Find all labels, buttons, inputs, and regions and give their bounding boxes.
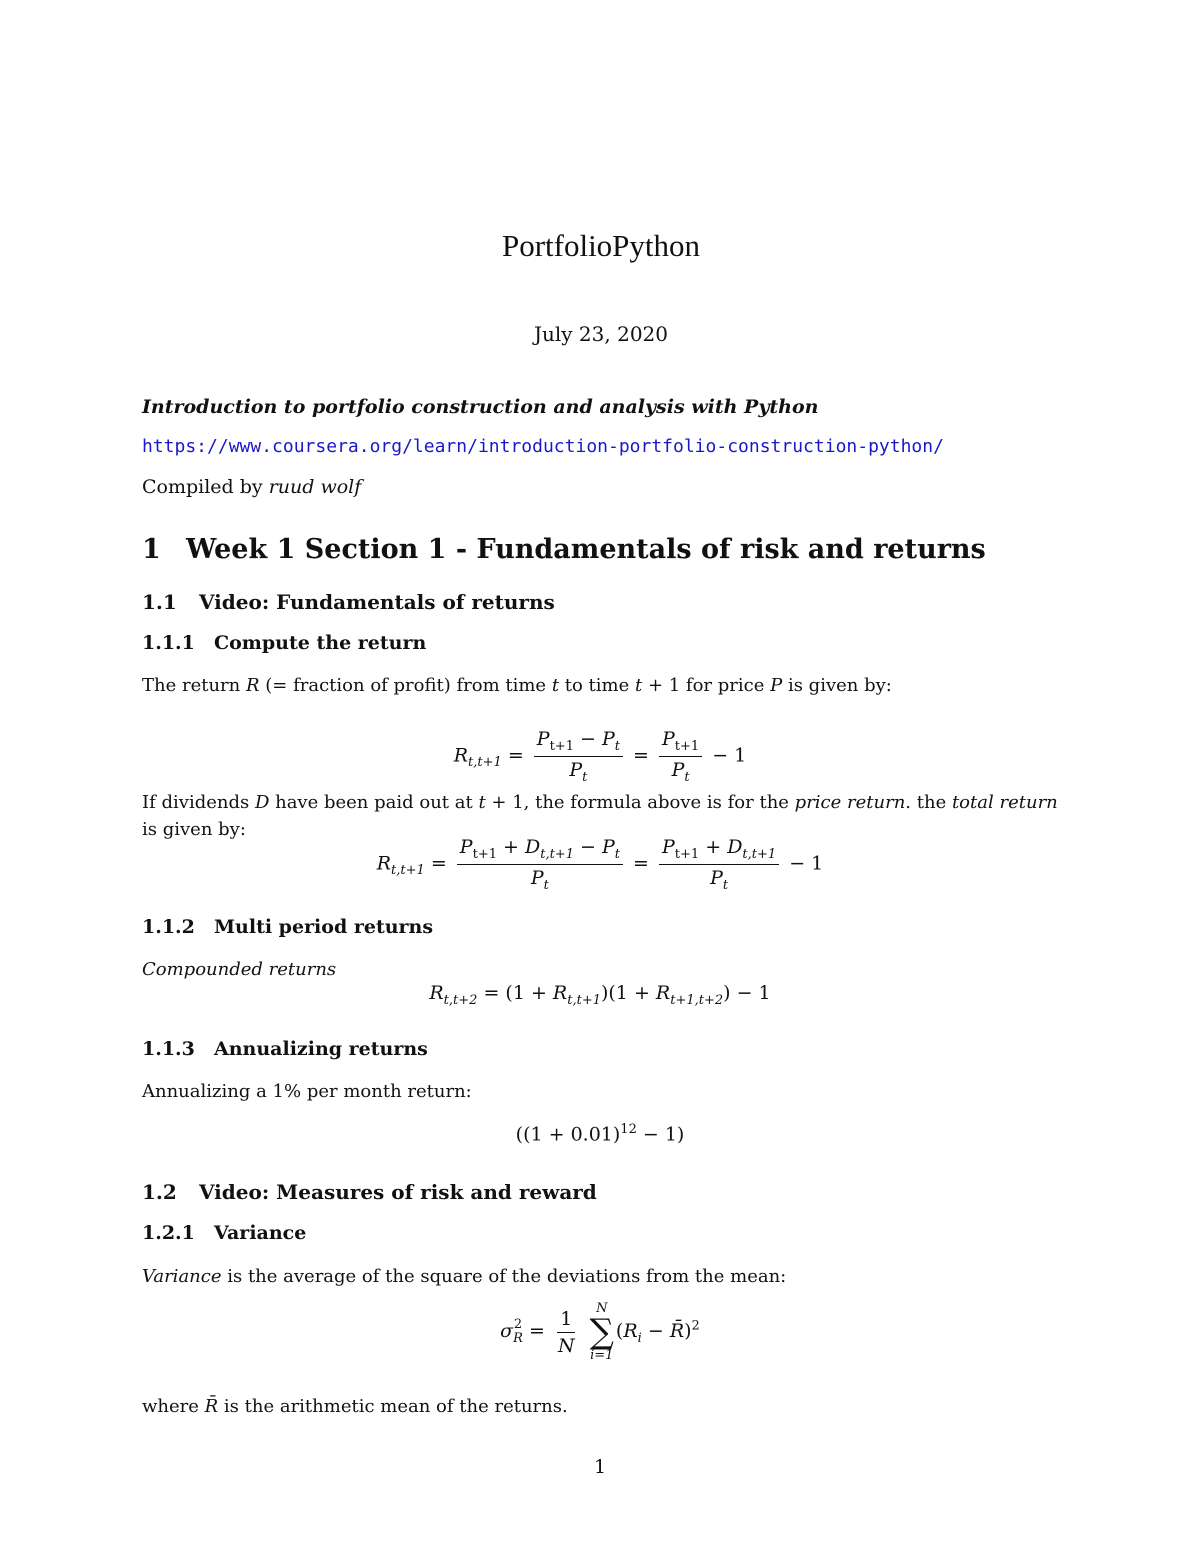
- section-heading-1: [142, 534, 1060, 565]
- subsubsection-heading-1-2-1: [142, 1222, 1060, 1244]
- text-run: is given by:: [142, 819, 246, 840]
- emphasis: price return: [794, 792, 906, 813]
- return-definition-paragraph: [142, 672, 1060, 699]
- emphasis: total: [951, 792, 994, 813]
- dividends-paragraph: [142, 789, 1060, 843]
- subsection-heading-1-2: [142, 1180, 1060, 1204]
- page-number: 1: [593, 1456, 607, 1478]
- text-run: have been paid out at: [269, 792, 479, 813]
- emphasis: return: [999, 792, 1058, 813]
- total-return-equation: $R_{t,t+1}$ = $\frac{P_{t+1} + D_{t,t+1} - P_t}{P_t}$ = $\frac{P_{t+1} + D_{t,t+1}}{P_t}$ − 1: [376, 836, 824, 893]
- math-var: R: [245, 675, 260, 696]
- compiled-author: ruud wolf: [268, 476, 362, 498]
- subsubsection-heading-1-1-1: [142, 632, 1060, 654]
- subsection-heading-1-1: [142, 590, 1060, 614]
- course-link[interactable]: https://www.coursera.org/learn/introduction-portfolio-construction-python/: [142, 436, 944, 457]
- subsection-title: Video: Fundamentals of returns: [199, 590, 555, 614]
- subsection-number: 1.2: [142, 1180, 177, 1204]
- text-run: is the arithmetic mean of the returns.: [218, 1396, 568, 1417]
- subsubsection-number: 1.1.2: [142, 916, 195, 938]
- subsubsection-number: 1.2.1: [142, 1222, 195, 1244]
- math-var: t: [551, 675, 560, 696]
- section-title: Week 1 Section 1 - Fundamentals of risk and returns: [186, 534, 986, 565]
- math-var: t: [635, 675, 643, 696]
- variance-equation: σ 2 R = $\frac{1}{N}$ N ∑ i=1 ($R_i$ − R̄)$^2$: [500, 1301, 700, 1363]
- subsubsection-heading-1-1-2: [142, 916, 1060, 938]
- subsection-title: Video: Measures of risk and reward: [199, 1180, 597, 1204]
- subsubsection-title: Variance: [214, 1222, 307, 1244]
- text-run: + 1, the formula above is for the: [485, 792, 795, 813]
- emphasis: Variance: [142, 1266, 222, 1287]
- intro-text: Introduction to portfolio construction and analysis with Python: [142, 396, 819, 418]
- subsection-number: 1.1: [142, 590, 177, 614]
- subsubsection-title: Annualizing returns: [214, 1038, 428, 1060]
- text-run: . the: [905, 792, 952, 813]
- text-run: is the average of the square of the deviations from the mean:: [221, 1266, 787, 1287]
- subsubsection-number: 1.1.3: [142, 1038, 195, 1060]
- annualizing-equation: $((1 + 0.01)^{12} - 1)$: [515, 1122, 685, 1146]
- math-var: D: [254, 792, 270, 813]
- price-return-equation: $R_{t,t+1}$ = $\frac{P_{t+1} - P_t}{P_t}$ = $\frac{P_{t+1}}{P_t}$ − 1: [453, 728, 747, 785]
- mean-note: [142, 1393, 1060, 1420]
- section-number: 1: [142, 534, 161, 565]
- compiled-prefix: Compiled by: [142, 476, 269, 498]
- text-run: where: [142, 1396, 205, 1417]
- subsubsection-title: Compute the return: [214, 632, 427, 654]
- compounded-return-equation: $R_{t,t+2} = (1 + R_{t,t+1})(1 + R_{t+1,t+2}) - 1$: [429, 982, 771, 1008]
- document-date: July 23, 2020: [533, 322, 668, 346]
- subsubsection-number: 1.1.1: [142, 632, 195, 654]
- text-run: + 1 for price: [642, 675, 771, 696]
- text-run: to time: [559, 675, 635, 696]
- document-title: PortfolioPython: [501, 228, 701, 263]
- subsubsection-heading-1-1-3: [142, 1038, 1060, 1060]
- math-var: R̄: [204, 1396, 219, 1417]
- subsubsection-title: Multi period returns: [214, 916, 434, 938]
- variance-definition: [142, 1263, 1060, 1290]
- text-run: is given by:: [782, 675, 892, 696]
- math-var: P: [770, 675, 783, 696]
- text-run: The return: [142, 675, 246, 696]
- text-run: (= fraction of profit) from time: [259, 675, 552, 696]
- text-run: If dividends: [142, 792, 255, 813]
- compiled-by: [142, 476, 1060, 498]
- math-var: t: [478, 792, 486, 813]
- annualizing-lead: Annualizing a 1% per month return:: [142, 1081, 472, 1102]
- compounded-returns-label: Compounded returns: [142, 959, 337, 980]
